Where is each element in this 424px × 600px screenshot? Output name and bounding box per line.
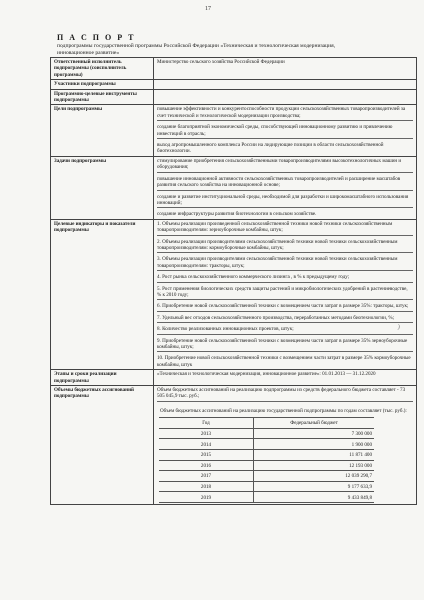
budget-row bbox=[159, 492, 374, 503]
row-label: Программно-целевые инструменты подпрограммы bbox=[51, 89, 154, 105]
budget-row bbox=[159, 460, 374, 471]
row-value bbox=[154, 156, 417, 219]
indicator-item: 6. Приобретение новой сельскохозяйственной техники с возмещением части затрат в размере 35%: тракторы, штук; bbox=[157, 303, 413, 311]
budget-amount: 12 039 290,7 bbox=[254, 471, 375, 482]
budget-amount: 12 193 000 bbox=[254, 460, 375, 471]
budget-year: 2014 bbox=[159, 439, 254, 450]
budget-note: Объем бюджетных ассигнований на реализацию государственной подпрограммы по годам составляет (тыс. руб.): bbox=[160, 407, 407, 414]
page-number: 17 bbox=[205, 6, 211, 12]
indicator-item: 8. Количество реализованных инновационных проектов, штук; bbox=[157, 326, 413, 334]
row-value bbox=[154, 89, 417, 105]
budget-row bbox=[159, 450, 374, 461]
budget-year-header: Год bbox=[159, 418, 254, 429]
budget-amount: 1 900 000 bbox=[254, 439, 375, 450]
budget-year: 2017 bbox=[159, 471, 254, 482]
row-label: Объемы бюджетных ассигнований подпрограммы bbox=[51, 386, 154, 505]
budget-row bbox=[159, 428, 374, 439]
row-value bbox=[154, 386, 417, 505]
row-label: Ответственный исполнитель подпрограммы (соисполнитель программы) bbox=[51, 58, 154, 80]
budget-amount: 9 433 849,8 bbox=[254, 492, 375, 503]
budget-year: 2016 bbox=[159, 460, 254, 471]
row-value bbox=[154, 80, 417, 89]
indicator-item: 5. Рост применения биологических средств защиты растений и микробиологических удобрений в растениеводстве, % к 2010 году; bbox=[157, 286, 413, 301]
budget-year: 2015 bbox=[159, 450, 254, 461]
budget-row bbox=[159, 439, 374, 450]
row-value bbox=[154, 105, 417, 156]
row-responsible bbox=[51, 58, 417, 80]
row-indicators bbox=[51, 219, 417, 370]
budget-year: 2019 bbox=[159, 492, 254, 503]
budget-amount: 11 871 400 bbox=[254, 450, 375, 461]
indicator-item: 3. Объемы реализации производителями сельскохозяйственной техники новой техники сельскохозяйственным товаропроизводителям: тракторы, штук; bbox=[157, 256, 413, 271]
row-value: Министерство сельского хозяйства Российской Федерации bbox=[154, 58, 417, 80]
task-paragraph: стимулирование приобретения сельскохозяйственными товаропроизводителями высокотехнологичных машин и оборудования; bbox=[157, 158, 413, 173]
budget-year: 2018 bbox=[159, 481, 254, 492]
indicator-item: 1. Объемы реализации произведенной сельскохозяйственной техники новой техники сельскохозяйственным товаропроизводителям: зерноуборочные комбайны, штук; bbox=[157, 221, 413, 236]
budget-header-row bbox=[159, 418, 374, 429]
row-goals bbox=[51, 105, 417, 156]
row-label: Задачи подпрограммы bbox=[51, 156, 154, 219]
indicator-item: 7. Удельный вес отходов сельскохозяйственного производства, переработанных методами биотехнологии, %; bbox=[157, 315, 413, 323]
row-tasks bbox=[51, 156, 417, 219]
task-paragraph: создание и развитие институциональной среды, необходимой для разработки и широкомасштабного использования инноваций; bbox=[157, 194, 413, 209]
budget-row bbox=[159, 471, 374, 482]
row-budget bbox=[51, 386, 417, 505]
budget-amount: 9 177 633,9 bbox=[254, 481, 375, 492]
indicator-item: 2. Объемы реализации производителями сельскохозяйственной техники новой техники сельскохозяйственным товаропроизводителям: кормоуборочные комбайны, штук; bbox=[157, 239, 413, 254]
passport-table bbox=[50, 57, 417, 505]
row-label: Этапы и сроки реализации подпрограммы bbox=[51, 370, 154, 386]
handwritten-margin-mark: ⁾ bbox=[396, 321, 401, 337]
row-instruments bbox=[51, 89, 417, 105]
budget-amount-header: Федеральный бюджет bbox=[254, 418, 375, 429]
task-paragraph: повышение инновационной активности сельскохозяйственных товаропроизводителей и расширение масштабов развития сельского хозяйства на инновационной основе; bbox=[157, 176, 413, 191]
budget-row bbox=[159, 481, 374, 492]
budget-year: 2013 bbox=[159, 428, 254, 439]
indicator-item: 4. Рост рынка сельскохозяйственного коммерческого лизинга , в % к предыдущему году; bbox=[157, 274, 413, 282]
goal-paragraph: выход агропромышленного комплекса России на лидирующие позиции в области сельскохозяйственной биотехнологии. bbox=[157, 142, 384, 155]
indicator-item: 10. Приобретение новой сельскохозяйственной техники с возмещением части затрат в размере 35% кормоуборочные комбайны, штук bbox=[157, 355, 411, 368]
task-paragraph: создание инфраструктуры развития биотехнологии в сельском хозяйстве. bbox=[157, 211, 317, 218]
budget-amount: 7 300 000 bbox=[254, 428, 375, 439]
row-label: Участники подпрограммы bbox=[51, 80, 154, 89]
row-value bbox=[154, 219, 417, 370]
indicator-item: 9. Приобретение новой сельскохозяйственной техники с возмещением части затрат в размере 35% зерноуборочные комбайны, штук; bbox=[157, 338, 413, 353]
row-label: Целевые индикаторы и показатели подпрограммы bbox=[51, 219, 154, 370]
row-participants bbox=[51, 80, 417, 89]
goal-paragraph: создание благоприятной экономической среды, способствующей инновационному развитию и привлечению инвестиций в отрасль; bbox=[157, 124, 413, 139]
budget-intro: Объем бюджетных ассигнований на реализацию подпрограммы из средств федерального бюджета составляет - 73 505 045,9 тыс. руб.; bbox=[157, 387, 413, 402]
budget-table bbox=[159, 417, 374, 503]
row-label: Цели подпрограммы bbox=[51, 105, 154, 156]
row-value: «Техническая и технологическая модернизация, инновационное развитие»: 01.01.2013 — 31.12.2020 bbox=[154, 370, 417, 386]
row-stages bbox=[51, 370, 417, 386]
document-subtitle: подпрограммы государственной программы Российской Федерации «Техническая и технологическая модернизация, инновационное развитие» bbox=[57, 43, 336, 56]
document-title: П А С П О Р Т bbox=[57, 33, 136, 42]
goal-paragraph: повышение эффективности и конкурентоспособности продукции сельскохозяйственных товаропроизводителей за счет технической и технологической модернизации производства; bbox=[157, 106, 413, 121]
